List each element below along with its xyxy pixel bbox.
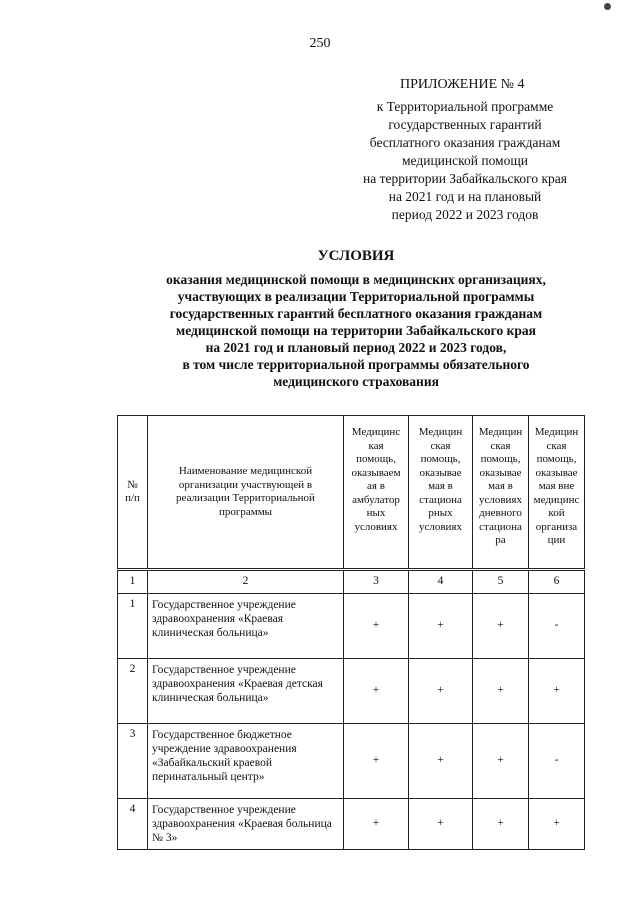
- outside-organization-mark: +: [529, 799, 585, 850]
- header-line: ская: [546, 439, 567, 452]
- subtitle-line: оказания медицинской помощи в медицинских организациях,: [166, 272, 546, 287]
- subtitle-line: в том числе территориальной программы обязательного: [182, 357, 530, 372]
- header-line: Медицин: [418, 426, 463, 438]
- column-number: 5: [473, 571, 529, 594]
- header-outpatient: [344, 416, 409, 569]
- subtitle-line: на 2021 год и плановый период 2022 и 2023 годов,: [205, 340, 507, 355]
- inpatient-mark: +: [409, 594, 473, 659]
- header-day-hospital: [473, 416, 529, 569]
- organization-name: Государственное учреждение здравоохранения «Краевая больница № 3»: [148, 799, 344, 850]
- outpatient-mark: +: [344, 799, 409, 850]
- header-organization-name: Наименование медицинской организации участвующей в реализации Территориальной программы: [148, 416, 344, 569]
- inpatient-mark: +: [409, 724, 473, 799]
- subtitle-line: медицинского страхования: [273, 374, 439, 389]
- subtitle-line: медицинской помощи на территории Забайкальского края: [176, 323, 536, 338]
- header-line: условиях: [354, 520, 398, 533]
- header-line: организа: [535, 520, 578, 533]
- outside-organization-mark: -: [529, 724, 585, 799]
- header-number-line: №: [127, 478, 138, 491]
- header-inpatient: [409, 416, 473, 569]
- inpatient-mark: +: [409, 659, 473, 724]
- header-line: Медицин: [534, 426, 579, 438]
- appendix-reference-line: бесплатного оказания гражданам: [369, 135, 561, 150]
- column-number: 2: [148, 571, 344, 594]
- table-row: [118, 799, 585, 850]
- header-line: помощь,: [420, 453, 461, 465]
- header-line: помощь,: [356, 453, 396, 465]
- day-hospital-mark: +: [473, 799, 529, 850]
- header-line: помощь,: [480, 453, 521, 465]
- header-row: [118, 416, 585, 569]
- scan-dot-mark: [604, 3, 611, 10]
- outpatient-mark: +: [344, 659, 409, 724]
- day-hospital-mark: +: [473, 724, 529, 799]
- outside-organization-mark: +: [529, 659, 585, 724]
- subtitle-line: участвующих в реализации Территориальной программы: [177, 289, 535, 304]
- header-line: кой: [548, 507, 565, 519]
- organization-name: Государственное бюджетное учреждение здравоохранения «Забайкальский краевой перинатальный центр»: [148, 724, 344, 799]
- column-number: 4: [409, 571, 473, 594]
- table-body: [117, 570, 585, 850]
- header-line: мая вне: [538, 480, 575, 492]
- table-row: [118, 659, 585, 724]
- header-line: ая в: [367, 480, 385, 492]
- header-line: ных: [366, 507, 386, 519]
- day-hospital-mark: +: [473, 594, 529, 659]
- outside-organization-mark: -: [529, 594, 585, 659]
- appendix-title: ПРИЛОЖЕНИЕ № 4: [400, 77, 525, 92]
- header-outside-organization: [529, 416, 585, 569]
- header-line: Медицин: [478, 426, 523, 438]
- inpatient-mark: +: [409, 799, 473, 850]
- appendix-reference: [340, 98, 590, 224]
- header-line: оказываем: [351, 466, 401, 479]
- page-number: 250: [309, 36, 331, 51]
- header-line: условиях: [418, 520, 462, 533]
- header-line: условиях: [478, 493, 522, 506]
- header-line: ская: [430, 439, 451, 452]
- table-row: [118, 594, 585, 659]
- outpatient-mark: +: [344, 594, 409, 659]
- header-line: мая в: [428, 480, 453, 492]
- header-line: мая в: [488, 480, 513, 492]
- header-line: оказывае: [419, 466, 462, 479]
- header-line: кая: [368, 439, 384, 452]
- header-line: ра: [495, 534, 506, 546]
- appendix-reference-line: на территории Забайкальского края: [363, 171, 567, 186]
- header-number-line: п/п: [125, 492, 140, 504]
- column-number: 6: [529, 571, 585, 594]
- organization-name: Государственное учреждение здравоохранения «Краевая клиническая больница»: [148, 594, 344, 659]
- table-row: [118, 724, 585, 799]
- header-line: стациона: [419, 493, 462, 506]
- appendix-reference-line: государственных гарантий: [388, 117, 542, 132]
- header-line: ции: [547, 534, 566, 546]
- row-number: 3: [118, 724, 148, 799]
- document-title: УСЛОВИЯ: [317, 248, 395, 264]
- header-line: помощь,: [536, 453, 577, 465]
- header-line: медицинс: [533, 493, 580, 506]
- appendix-reference-line: медицинской помощи: [402, 153, 528, 168]
- appendix-reference-line: на 2021 год и на плановый: [388, 189, 542, 204]
- header-line: Медицинс: [351, 426, 401, 438]
- outpatient-mark: +: [344, 724, 409, 799]
- table-header: [117, 415, 585, 569]
- column-number: 1: [118, 571, 148, 594]
- header-line: дневного: [479, 507, 522, 519]
- header-line: рных: [428, 507, 453, 519]
- row-number: 2: [118, 659, 148, 724]
- subtitle-line: государственных гарантий бесплатного оказания гражданам: [169, 306, 543, 321]
- row-number: 4: [118, 799, 148, 850]
- day-hospital-mark: +: [473, 659, 529, 724]
- header-line: амбулатор: [352, 493, 400, 506]
- row-number: 1: [118, 594, 148, 659]
- header-line: стациона: [479, 520, 522, 533]
- organization-name: Государственное учреждение здравоохранения «Краевая детская клиническая больница»: [148, 659, 344, 724]
- header-number: [118, 416, 148, 569]
- header-line: оказывае: [479, 466, 522, 479]
- column-number-row: [118, 571, 585, 594]
- appendix-reference-line: к Территориальной программе: [376, 99, 554, 114]
- header-line: ская: [490, 439, 511, 452]
- header-line: оказывае: [535, 466, 578, 479]
- column-number: 3: [344, 571, 409, 594]
- appendix-reference-line: период 2022 и 2023 годов: [391, 207, 539, 222]
- document-subtitle: [0, 271, 640, 390]
